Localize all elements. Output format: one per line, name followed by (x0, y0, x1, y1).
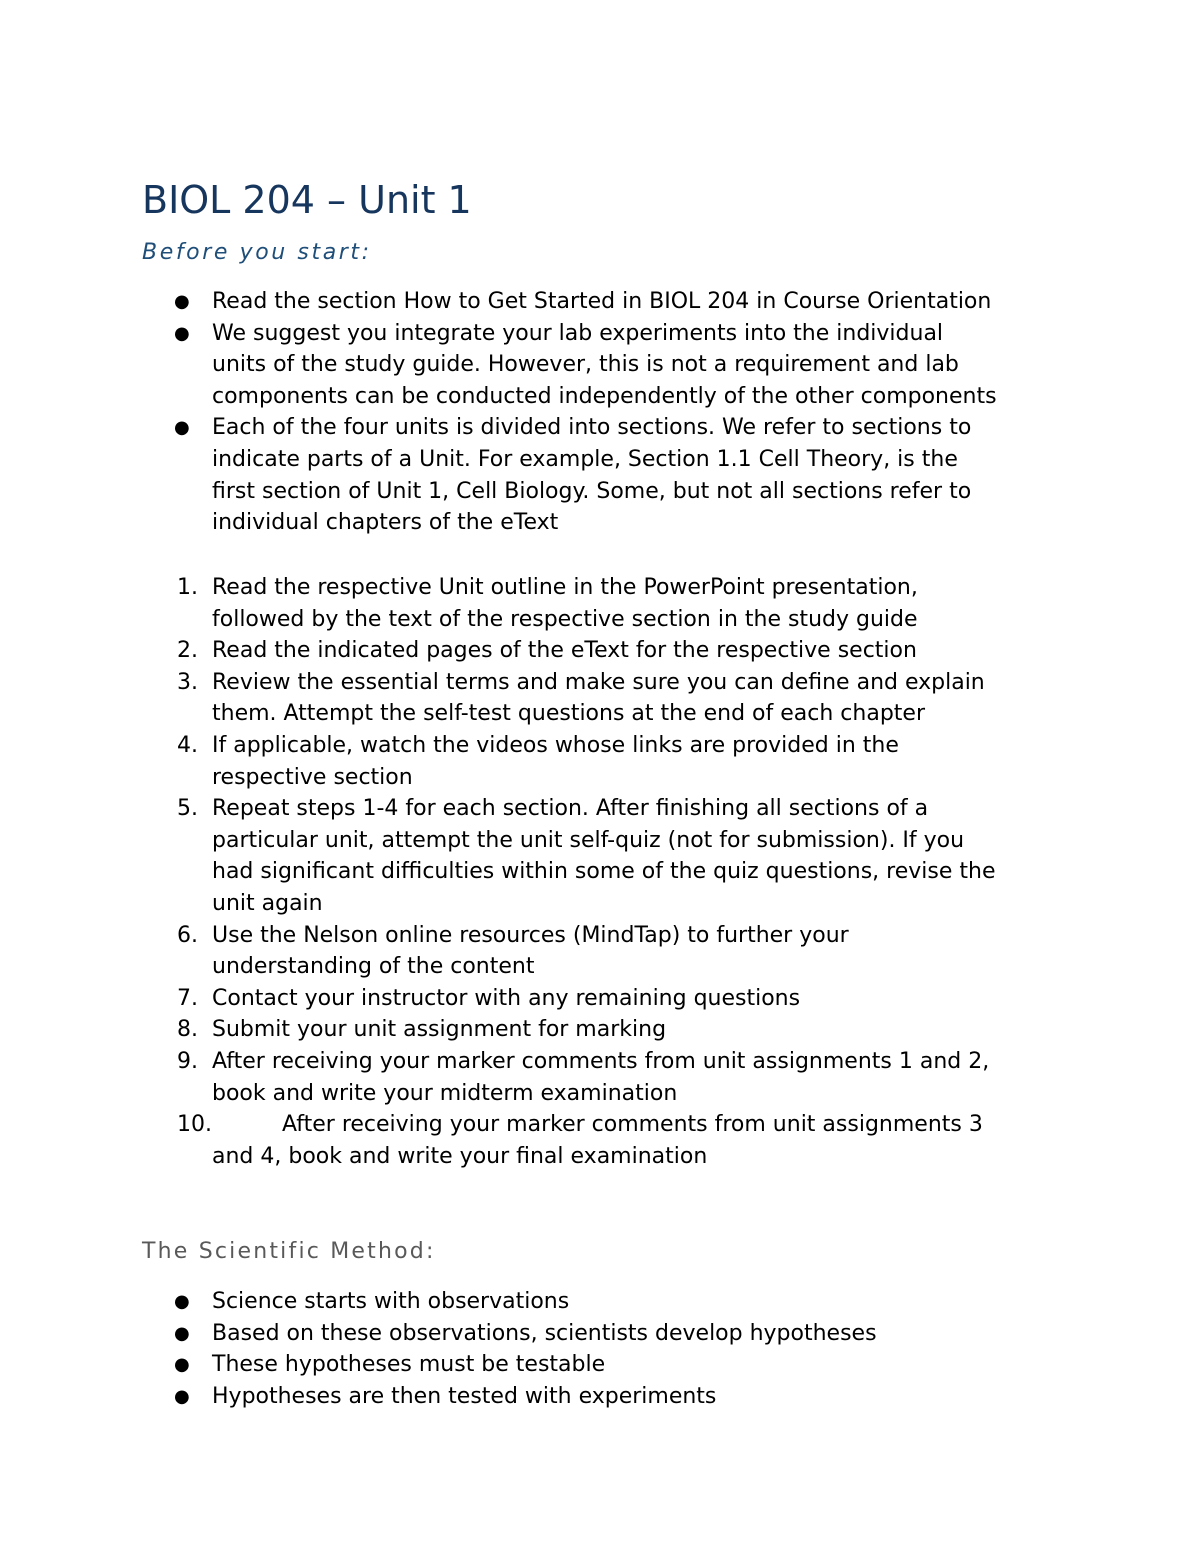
before-list-item (0, 412, 1100, 538)
list-item-text-line: respective section (212, 764, 413, 790)
bullet-icon: ● (174, 291, 190, 312)
bullet-icon: ● (174, 1385, 190, 1407)
bullet-icon: ● (174, 322, 190, 344)
list-item-text-line: If applicable, watch the videos whose links are provided in the (212, 732, 899, 758)
step-number: 9. (177, 1048, 198, 1074)
step-item (0, 572, 1100, 635)
list-item-text-line: Read the indicated pages of the eText for the respective section (212, 638, 917, 664)
list-item-text-line: components can be conducted independently of the other components (212, 383, 997, 409)
step-number: 8. (177, 1017, 198, 1043)
list-item-text-line: individual chapters of the eText (212, 510, 559, 536)
steps-numbered-list (0, 572, 1100, 1172)
step-item (0, 730, 1100, 793)
step-item (0, 983, 1100, 1015)
list-item-text-line: We suggest you integrate your lab experiments into the individual (212, 320, 944, 346)
step-item (0, 1014, 1100, 1046)
method-list-item (0, 1286, 1100, 1318)
before-list-item (0, 318, 1100, 413)
list-item-text-line: indicate parts of a Unit. For example, Section 1.1 Cell Theory, is the (212, 446, 958, 472)
list-item-text-line: Each of the four units is divided into sections. We refer to sections to (212, 415, 972, 441)
method-bullet-list (0, 1286, 1100, 1412)
list-item-text-line: first section of Unit 1, Cell Biology. Some, but not all sections refer to (212, 478, 972, 504)
step-item (0, 1109, 1100, 1172)
step-item (0, 793, 1100, 919)
list-item-text-line: Contact your instructor with any remaining questions (212, 985, 801, 1011)
list-item-text-line: Read the respective Unit outline in the PowerPoint presentation, (212, 575, 918, 600)
step-number: 7. (177, 985, 198, 1011)
list-item-text-line: After receiving your marker comments from unit assignments 3 (282, 1112, 983, 1138)
step-item (0, 1046, 1100, 1109)
step-number: 10. (177, 1112, 212, 1138)
list-item-text-line: book and write your midterm examination (212, 1080, 678, 1106)
list-item-text-line: had significant difficulties within some of the quiz questions, revise the (212, 859, 996, 885)
list-item-text-line: followed by the text of the respective section in the study guide (212, 606, 918, 632)
list-item-text-line: These hypotheses must be testable (212, 1352, 606, 1378)
before-bullet-list (0, 286, 1100, 539)
bullet-icon: ● (174, 417, 190, 439)
step-number: 6. (177, 922, 198, 948)
list-item-text-line: Repeat steps 1-4 for each section. After finishing all sections of a (212, 796, 929, 822)
list-item-text-line: unit again (212, 890, 323, 916)
list-item-text-line: Science starts with observations (212, 1289, 570, 1314)
list-item-text-line: Review the essential terms and make sure you can define and explain (212, 669, 985, 695)
step-item (0, 667, 1100, 730)
list-item-text-line: particular unit, attempt the unit self-quiz (not for submission). If you (212, 827, 965, 853)
page-title: BIOL 204 – Unit 1 (142, 178, 472, 222)
step-number: 1. (177, 575, 198, 600)
bullet-icon: ● (174, 1322, 190, 1344)
list-item-text-line: Submit your unit assignment for marking (212, 1017, 667, 1043)
step-number: 5. (177, 796, 198, 822)
before-list-item (0, 286, 1100, 318)
step-item (0, 635, 1100, 667)
list-item-text-line: Read the section How to Get Started in BIOL 204 in Course Orientation (212, 289, 992, 314)
step-number: 4. (177, 732, 198, 758)
list-item-text-line: and 4, book and write your final examination (212, 1143, 708, 1169)
method-list-item (0, 1318, 1100, 1350)
method-list-item (0, 1349, 1100, 1381)
step-number: 3. (177, 669, 198, 695)
list-item-text-line: them. Attempt the self-test questions at the end of each chapter (212, 701, 925, 727)
step-item (0, 920, 1100, 983)
step-number: 2. (177, 638, 198, 664)
before-you-start-heading: Before you start: (142, 240, 372, 265)
list-item-text-line: After receiving your marker comments from unit assignments 1 and 2, (212, 1048, 990, 1074)
scientific-method-heading: The Scientific Method: (142, 1239, 436, 1264)
list-item-text-line: Use the Nelson online resources (MindTap) to further your (212, 922, 849, 948)
list-item-text-line: Hypotheses are then tested with experiments (212, 1383, 717, 1409)
list-item-text-line: units of the study guide. However, this is not a requirement and lab (212, 352, 959, 378)
bullet-icon: ● (174, 1291, 190, 1312)
list-item-text-line: Based on these observations, scientists develop hypotheses (212, 1320, 877, 1346)
list-item-text-line: understanding of the content (212, 954, 535, 980)
method-list-item (0, 1381, 1100, 1413)
bullet-icon: ● (174, 1354, 190, 1376)
